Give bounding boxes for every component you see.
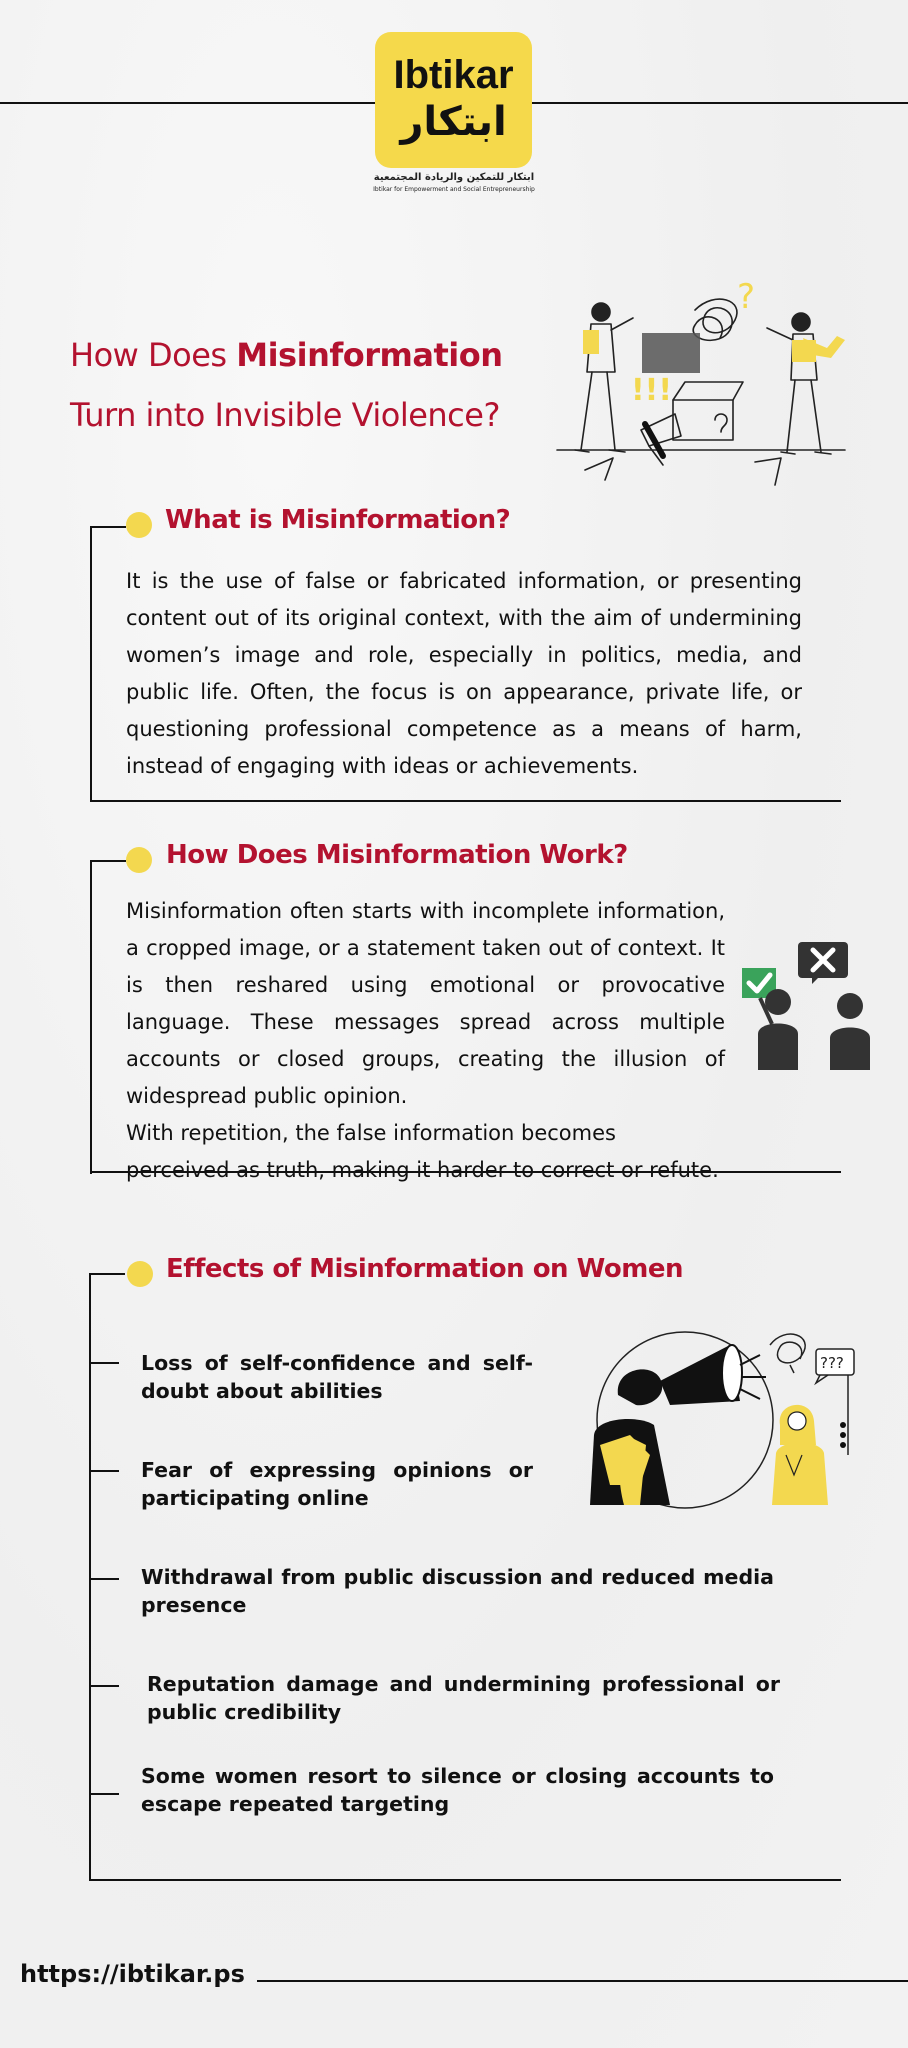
effect-item-1: Loss of self-confidence and self-doubt about abilities [141, 1351, 533, 1403]
footer-rule [257, 1980, 908, 1982]
ibtikar-logo [375, 32, 532, 168]
effects-bubble-text: ??? [820, 1354, 844, 1372]
section-how-left-rule [90, 860, 92, 1174]
confused-people-illustration [545, 280, 865, 495]
effect-item-5: Some women resort to silence or closing accounts to escape repeated targeting [141, 1764, 774, 1816]
logo-arabic-text: ابتكار [400, 99, 507, 145]
header-rule-left [0, 102, 376, 104]
section-what-top-tick [90, 526, 126, 528]
logo-subtitle-arabic: ابتكار للتمكين والريادة المجتمعية [373, 172, 535, 183]
section-what-left-rule [90, 526, 92, 802]
section-how-paragraph-1: Misinformation often starts with incomplete information, a cropped image, or a statement taken out of context. It is then reshared using emotional or provocative language. These messages spread across multiple accounts or closed groups, creating the illusion of widespread public opinion. [126, 899, 725, 1108]
section-how-top-tick [90, 860, 126, 862]
title-line1-regular: How Does [70, 336, 237, 374]
svg-text:!!!: !!! [631, 373, 673, 408]
svg-text:?: ? [737, 280, 756, 317]
section-effects-bottom-rule [89, 1879, 841, 1881]
effect-item-2: Fear of expressing opinions or participating online [141, 1458, 533, 1510]
section-how-paragraph-2: With repetition, the false information becomes perceived as truth, making it harder to correct or refute. [126, 1121, 719, 1182]
logo-latin-text: Ibtikar [393, 53, 514, 97]
section-what-bullet [126, 512, 152, 538]
section-how-title: How Does Misinformation Work? [166, 840, 628, 870]
section-effects-left-rule [89, 1273, 91, 1881]
section-what-bottom-rule [90, 800, 841, 802]
section-what-body: It is the use of false or fabricated information, or presenting content out of its original context, with the aim of undermining women’s image and role, especially in politics, media, and public life. Often, the focus is on appearance, private life, or questioning professional competence as a means of harm, instead of engaging with ideas or achievements. [126, 569, 802, 778]
section-effects-top-tick [89, 1273, 125, 1275]
title-line2: Turn into Invisible Violence? [70, 396, 500, 434]
section-what-title: What is Misinformation? [165, 505, 511, 535]
people-approval-icon [738, 938, 876, 1076]
effect-tick-5 [89, 1793, 119, 1795]
effect-tick-3 [89, 1578, 119, 1580]
effect-tick-1 [89, 1362, 119, 1364]
title-line1-bold: Misinformation [236, 336, 503, 374]
effect-item-3: Withdrawal from public discussion and reduced media presence [141, 1565, 774, 1617]
section-effects-bullet [127, 1261, 153, 1287]
page-title [70, 325, 540, 445]
megaphone-harassment-illustration [580, 1325, 865, 1510]
effect-tick-2 [89, 1470, 119, 1472]
section-effects-title: Effects of Misinformation on Women [166, 1254, 683, 1284]
header-rule-right [531, 102, 908, 104]
logo-subtitle-english: Ibtikar for Empowerment and Social Entrepreneurship [373, 186, 535, 193]
effect-tick-4 [89, 1685, 119, 1687]
section-how-body [126, 893, 725, 1189]
website-link[interactable]: https://ibtikar.ps [20, 1960, 245, 1988]
section-how-bullet [126, 847, 152, 873]
effect-item-4: Reputation damage and undermining professional or public credibility [147, 1672, 780, 1724]
